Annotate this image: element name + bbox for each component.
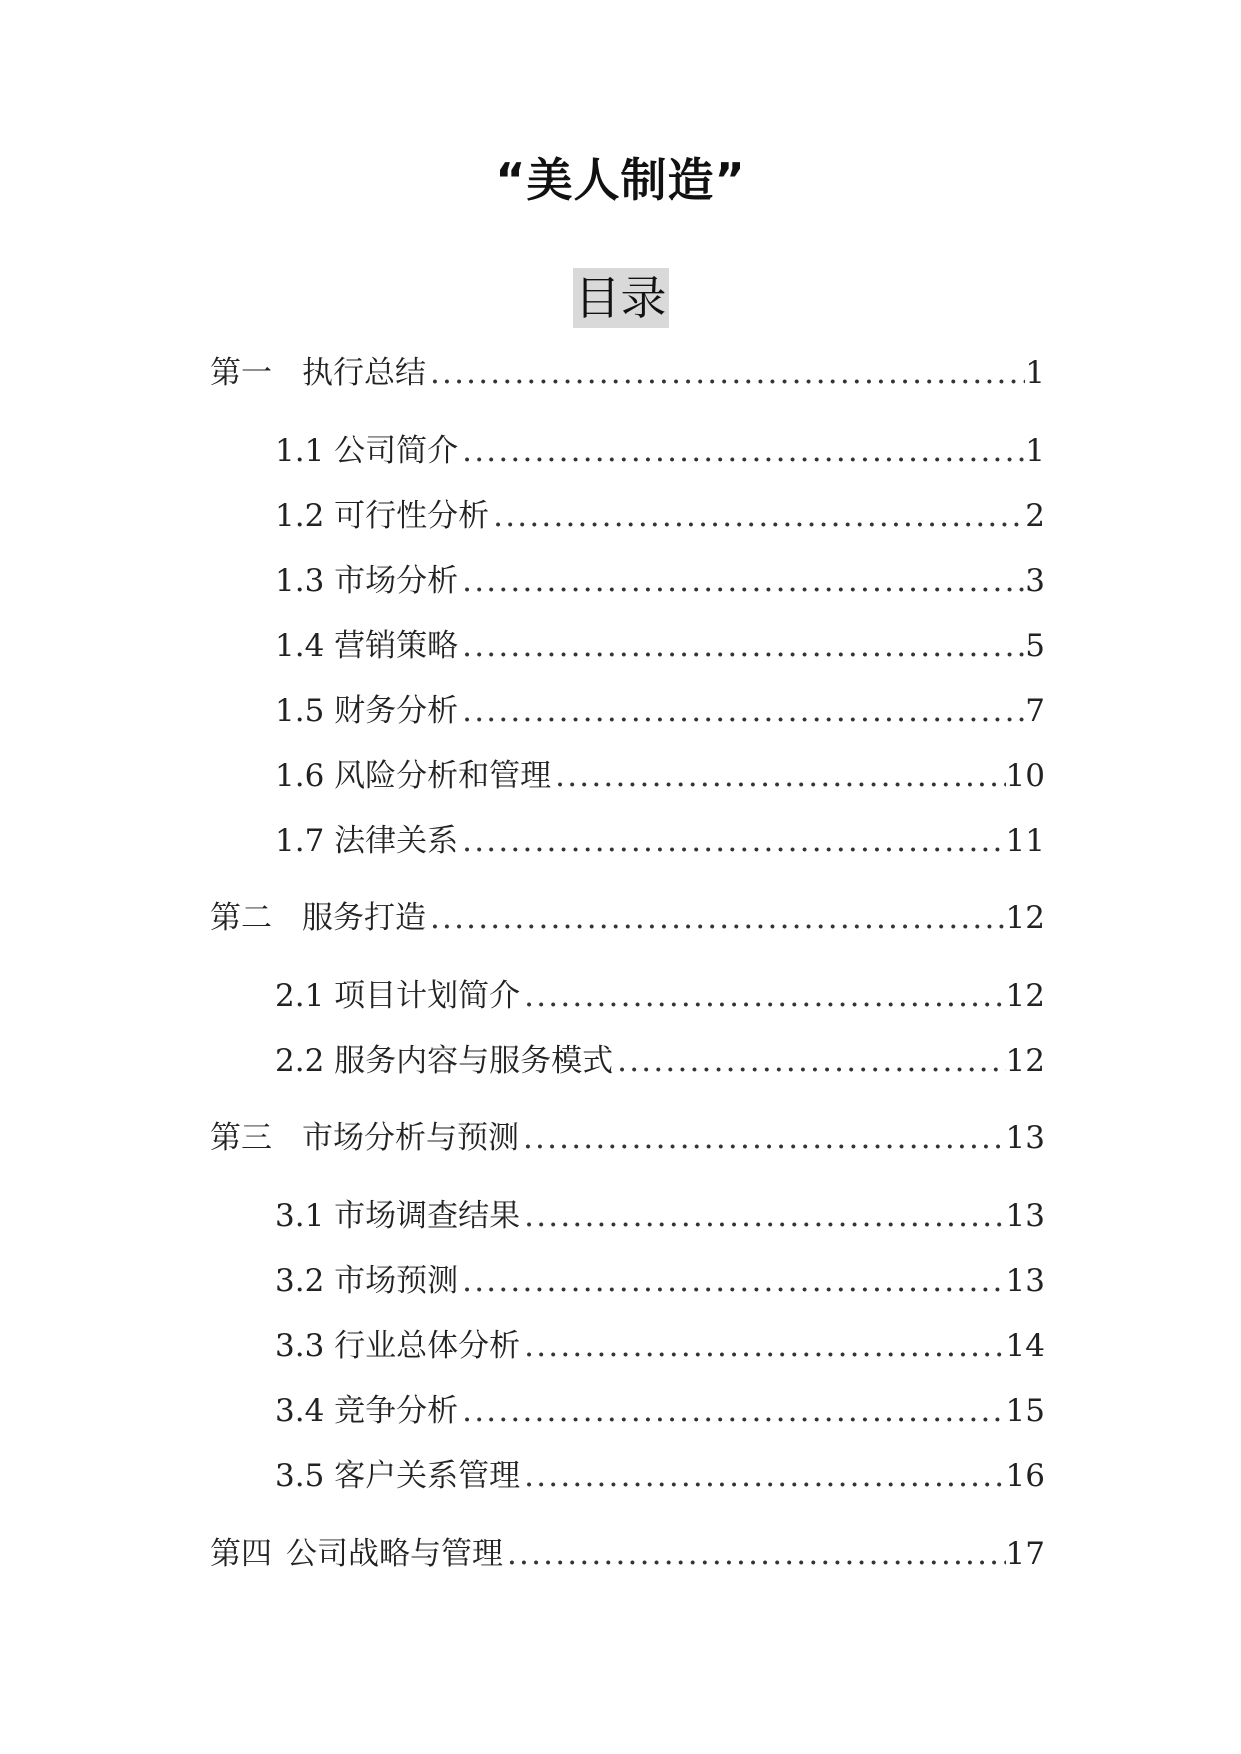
toc-dot-leader [458,819,1005,863]
toc-section-number: 1.3 [275,563,325,599]
toc-page-number: 2 [1025,498,1045,534]
toc-entry-title: 执行总结 [302,355,426,391]
toc-dot-leader [458,1259,1005,1303]
toc-page-number: 13 [1005,1198,1045,1234]
toc-dot-leader [551,754,1005,798]
toc-section-number: 1.6 [275,758,325,794]
toc-entry-3-1[interactable] [275,1194,1045,1238]
toc-dot-leader [520,1454,1005,1498]
toc-entry-title: 市场预测 [334,1263,459,1299]
toc-section-number: 2.1 [275,978,325,1014]
toc-entry-1-6[interactable] [275,754,1045,798]
toc-page-number: 5 [1025,628,1045,664]
toc-chapter-label: 第四 [210,1536,272,1572]
toc-entry-3-5[interactable] [275,1454,1045,1498]
document-title: “美人制造” [495,153,746,207]
toc-page-number: 13 [1005,1263,1045,1299]
toc-dot-leader [520,974,1005,1018]
toc-entry-title: 服务内容与服务模式 [334,1043,614,1079]
toc-entry-title: 公司简介 [334,433,459,469]
toc-chapter-label: 第三 [210,1120,272,1156]
toc-entry-title: 市场分析与预测 [302,1120,519,1156]
toc-chapter-label: 第二 [210,900,272,936]
toc-dot-leader [520,1194,1005,1238]
toc-dot-leader [458,689,1025,733]
toc-heading: 目录 [573,268,669,328]
toc-entry-title: 市场调查结果 [334,1198,521,1234]
toc-entry-title: 客户关系管理 [334,1458,521,1494]
toc-section-number: 3.2 [275,1263,325,1299]
toc-entry-title: 财务分析 [334,693,459,729]
toc-entry-title: 项目计划简介 [334,978,521,1014]
toc-dot-leader [458,1389,1005,1433]
toc-entry-1-3[interactable] [275,559,1045,603]
toc-entry-title: 法律关系 [334,823,459,859]
toc-entry-title: 可行性分析 [334,498,490,534]
toc-entry-2-1[interactable] [275,974,1045,1018]
toc-page-number: 1 [1025,355,1045,391]
toc-entry-title: 行业总体分析 [334,1328,521,1364]
toc-entry-3-2[interactable] [275,1259,1045,1303]
toc-entry-title: 服务打造 [302,900,426,936]
toc-entry-title: 公司战略与管理 [286,1536,503,1572]
toc-section-number: 1.7 [275,823,325,859]
toc-section-number: 1.2 [275,498,325,534]
toc-chapter-label: 第一 [210,355,272,391]
toc-entry-title: 营销策略 [334,628,459,664]
toc-section-number: 2.2 [275,1043,325,1079]
toc-page-number: 13 [1005,1120,1045,1156]
toc-section-number: 1.1 [275,433,325,469]
toc-page-number: 3 [1025,563,1045,599]
toc-section-number: 3.4 [275,1393,325,1429]
toc-section-number: 3.1 [275,1198,325,1234]
toc-page-number: 10 [1005,758,1045,794]
toc-page-number: 11 [1005,823,1045,859]
toc-entry-3-3[interactable] [275,1324,1045,1368]
toc-entry-chapter-3[interactable] [210,1116,1045,1160]
toc-entry-title: 竞争分析 [334,1393,459,1429]
toc-entry-1-5[interactable] [275,689,1045,733]
toc-entry-1-2[interactable] [275,494,1045,538]
toc-entry-2-2[interactable] [275,1039,1045,1083]
toc-entry-1-1[interactable] [275,429,1045,473]
toc-entry-title: 风险分析和管理 [334,758,552,794]
toc-page-number: 12 [1005,978,1045,1014]
toc-entry-chapter-2[interactable] [210,896,1045,940]
toc-entry-chapter-1[interactable] [210,351,1045,395]
toc-page-number: 15 [1005,1393,1045,1429]
toc-entry-chapter-4[interactable] [210,1532,1045,1576]
toc-dot-leader [458,624,1025,668]
toc-dot-leader [458,559,1025,603]
toc-page-number: 12 [1005,1043,1045,1079]
toc-page-number: 14 [1005,1328,1045,1364]
toc-page-number: 12 [1005,900,1045,936]
toc-entry-1-7[interactable] [275,819,1045,863]
toc-entry-3-4[interactable] [275,1389,1045,1433]
toc-dot-leader [503,1532,1006,1576]
toc-section-number: 1.5 [275,693,325,729]
toc-dot-leader [519,1116,1006,1160]
toc-page-number: 1 [1025,433,1045,469]
toc-section-number: 1.4 [275,628,325,664]
toc-entry-1-4[interactable] [275,624,1045,668]
toc-dot-leader [613,1039,1005,1083]
toc-dot-leader [426,351,1025,395]
toc-dot-leader [458,429,1025,473]
toc-dot-leader [520,1324,1005,1368]
toc-section-number: 3.3 [275,1328,325,1364]
toc-section-number: 3.5 [275,1458,325,1494]
toc-page-number: 17 [1005,1536,1045,1572]
toc-dot-leader [489,494,1025,538]
toc-page-number: 16 [1005,1458,1045,1494]
toc-dot-leader [426,896,1006,940]
toc-entry-title: 市场分析 [334,563,459,599]
toc-page-number: 7 [1025,693,1045,729]
